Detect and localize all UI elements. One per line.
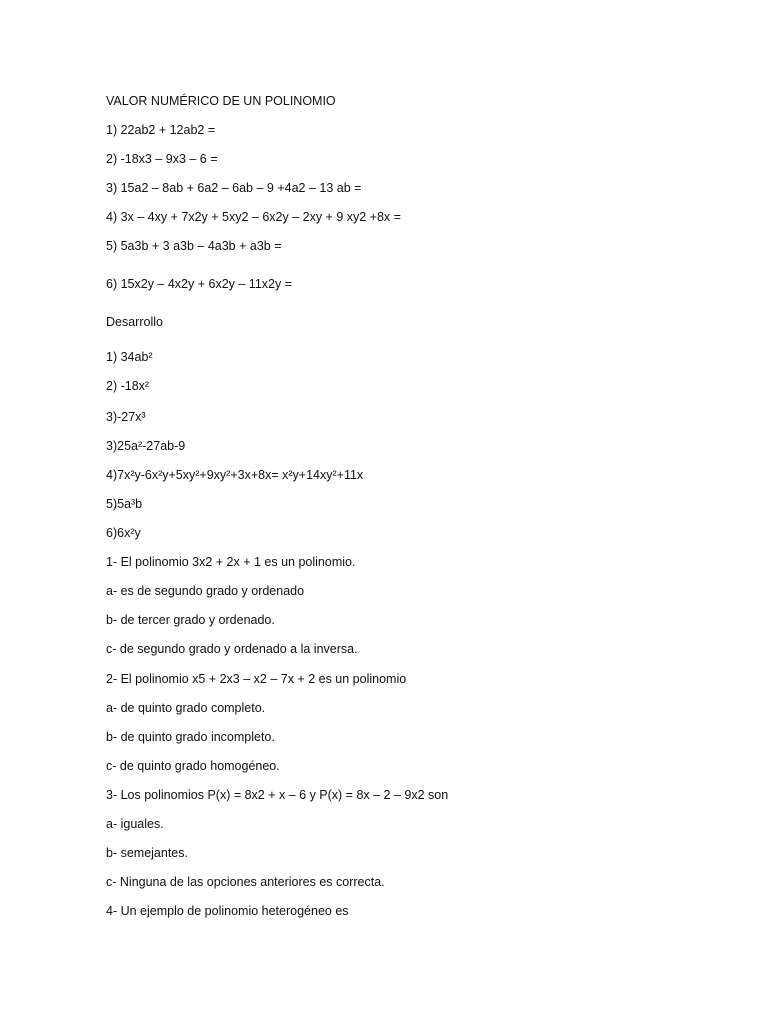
question-3-option-b: b- semejantes.	[106, 846, 188, 860]
question-2-option-c: c- de quinto grado homogéneo.	[106, 759, 280, 773]
question-3: 3- Los polinomios P(x) = 8x2 + x – 6 y P(x) = 8x – 2 – 9x2 son	[106, 788, 449, 802]
answer-6: 6)6x²y	[106, 526, 141, 540]
answer-4: 4)7x²y-6x²y+5xy²+9xy²+3x+8x= x²y+14xy²+11x	[106, 468, 364, 482]
exercise-1: 1) 22ab2 + 12ab2 =	[106, 123, 216, 137]
exercise-4: 4) 3x – 4xy + 7x2y + 5xy2 – 6x2y – 2xy + 9 xy2 +8x =	[106, 210, 401, 224]
question-3-option-c: c- Ninguna de las opciones anteriores es correcta.	[106, 875, 385, 889]
question-1: 1- El polinomio 3x2 + 2x + 1 es un polinomio.	[106, 555, 356, 569]
question-1-option-b: b- de tercer grado y ordenado.	[106, 613, 275, 627]
exercise-3: 3) 15a2 – 8ab + 6a2 – 6ab – 9 +4a2 – 13 ab =	[106, 181, 362, 195]
answer-1: 1) 34ab²	[106, 350, 153, 364]
question-4: 4- Un ejemplo de polinomio heterogéneo es	[106, 904, 349, 918]
answer-5: 5)5a³b	[106, 497, 143, 511]
question-1-option-c: c- de segundo grado y ordenado a la inversa.	[106, 642, 358, 656]
exercise-5: 5) 5a3b + 3 a3b – 4a3b + a3b =	[106, 239, 282, 253]
question-3-option-a: a- iguales.	[106, 817, 164, 831]
document-title: VALOR NUMÉRICO DE UN POLINOMIO	[106, 94, 336, 108]
question-2-option-b: b- de quinto grado incompleto.	[106, 730, 275, 744]
question-2-option-a: a- de quinto grado completo.	[106, 701, 266, 715]
answer-2: 2) -18x²	[106, 379, 150, 393]
exercise-6: 6) 15x2y – 4x2y + 6x2y – 11x2y =	[106, 277, 292, 291]
answer-3b: 3)25a²-27ab-9	[106, 439, 186, 453]
development-heading: Desarrollo	[106, 315, 163, 329]
exercise-2: 2) -18x3 – 9x3 – 6 =	[106, 152, 218, 166]
question-2: 2- El polinomio x5 + 2x3 – x2 – 7x + 2 es un polinomio	[106, 672, 407, 686]
question-1-option-a: a- es de segundo grado y ordenado	[106, 584, 305, 598]
answer-3a: 3)-27x³	[106, 410, 146, 424]
